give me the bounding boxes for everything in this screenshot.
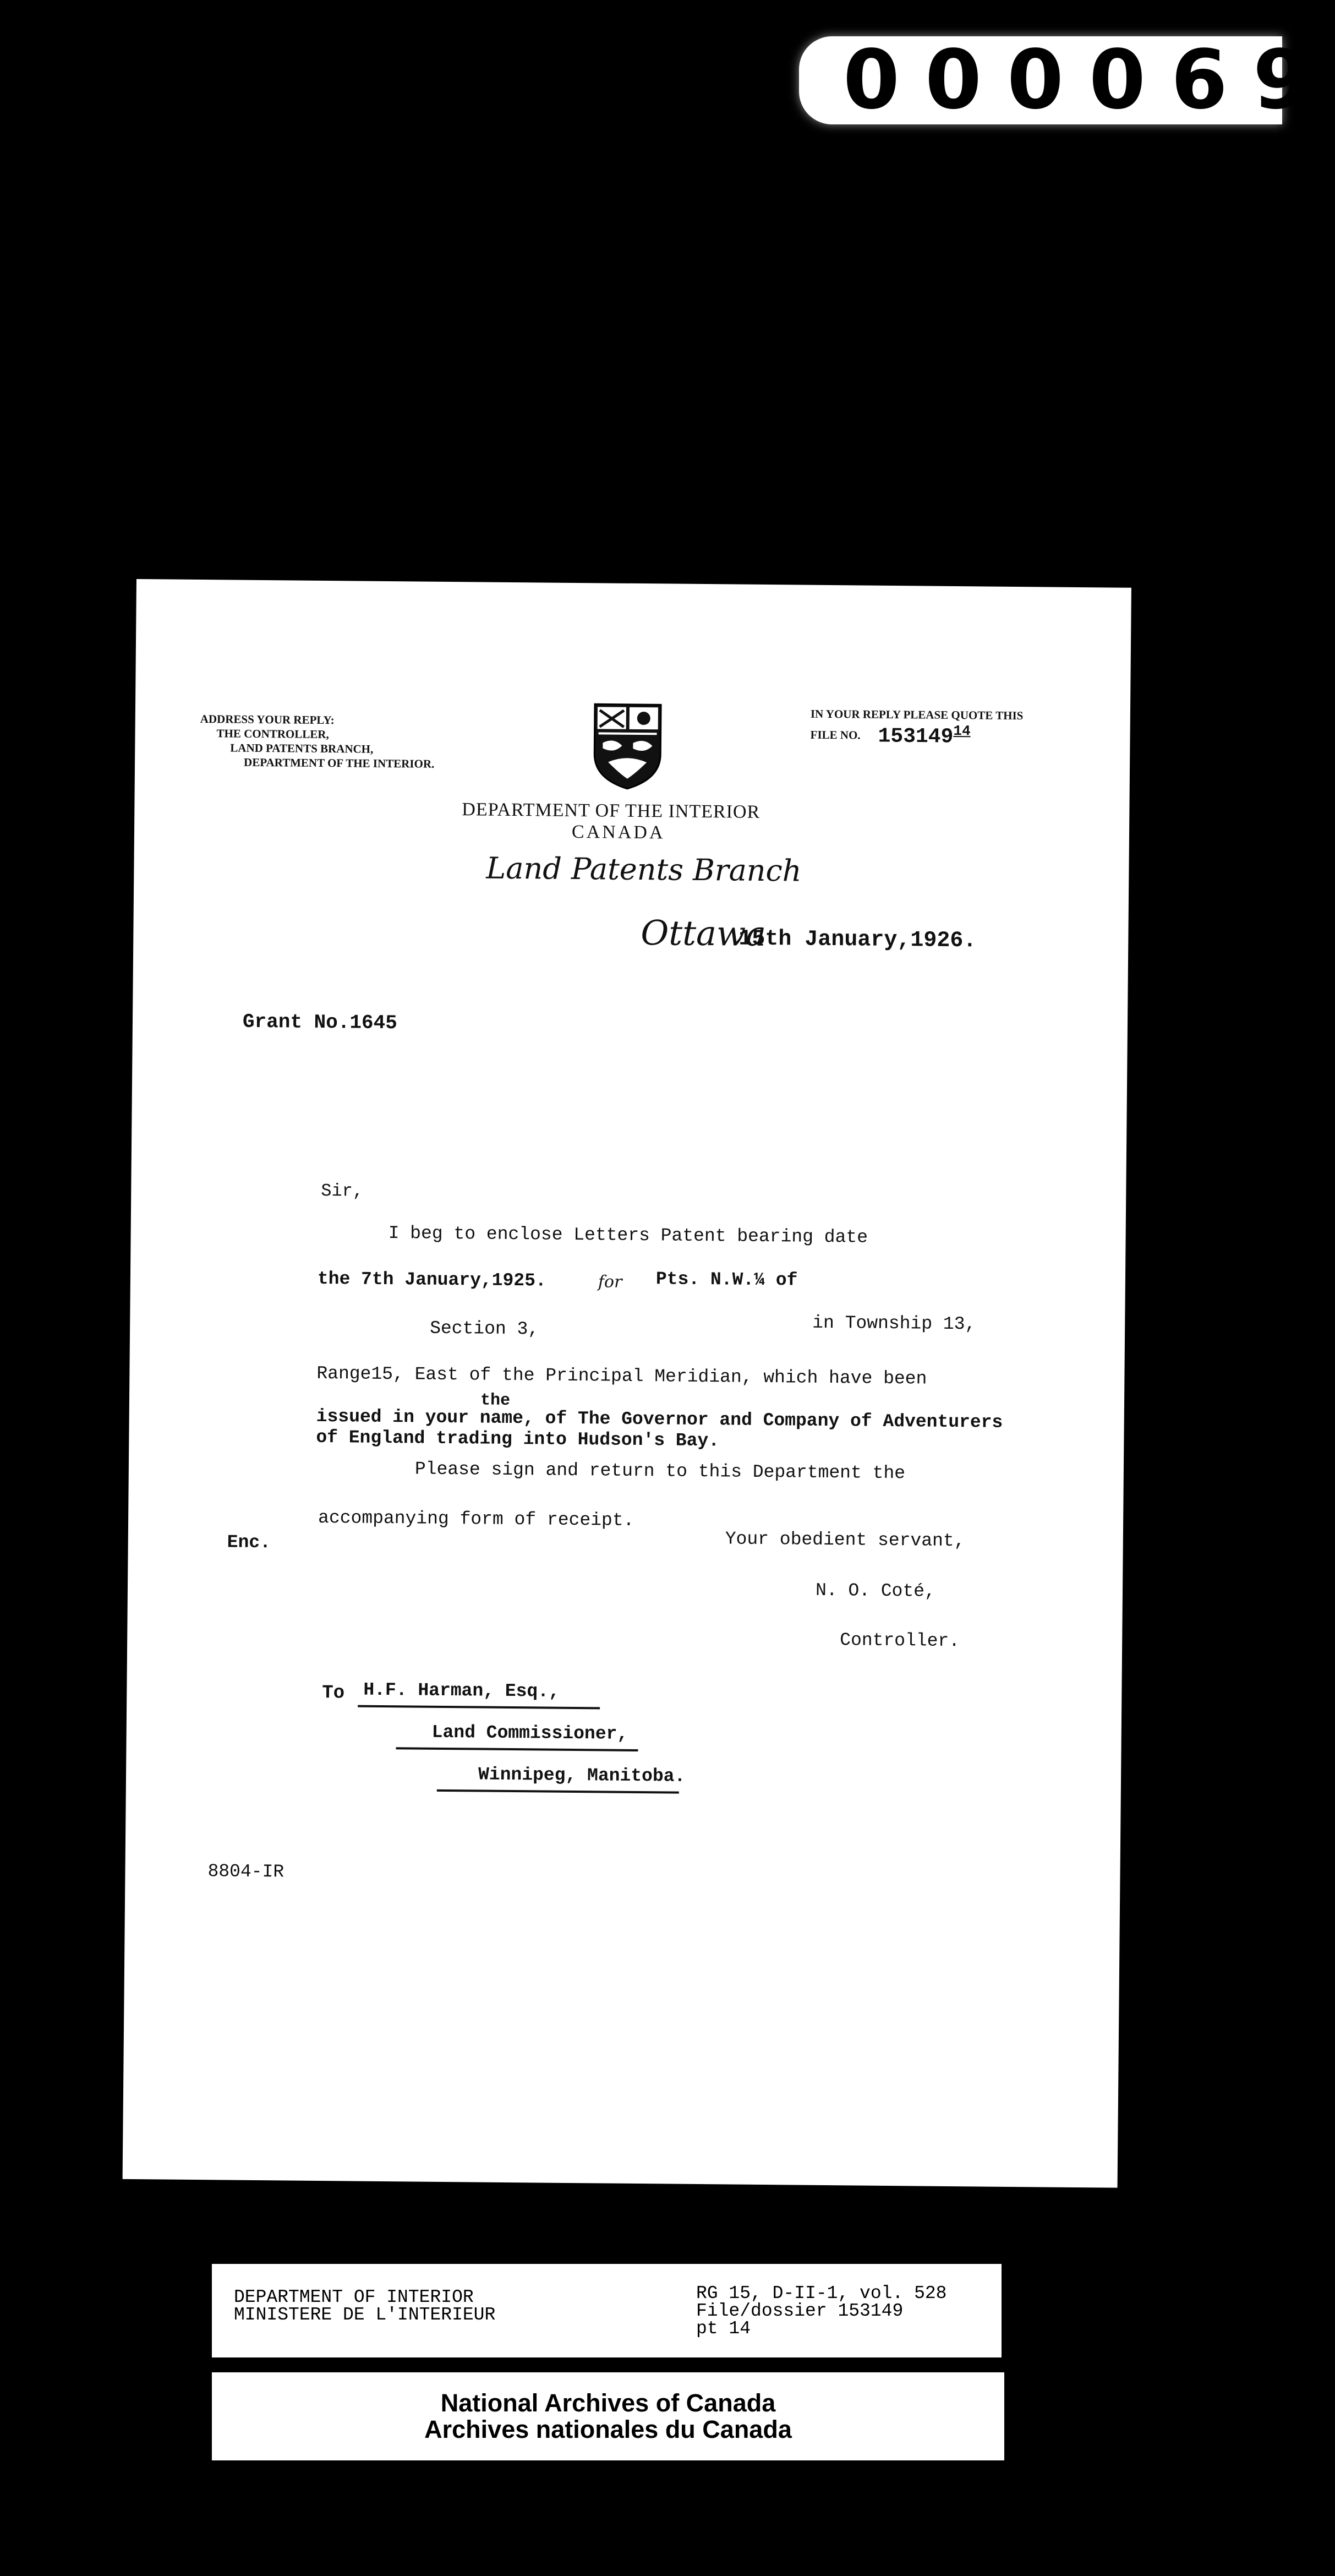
body-line: for xyxy=(598,1272,622,1292)
archives-name-english: National Archives of Canada xyxy=(440,2389,776,2417)
reply-address-block xyxy=(200,712,435,771)
file-part: 14 xyxy=(953,722,971,740)
body-line: I beg to enclose Letters Patent bearing date xyxy=(388,1223,868,1248)
body-line: Pts. N.W.¼ of xyxy=(655,1269,798,1291)
department-line: MINISTERE DE L'INTERIEUR xyxy=(234,2305,496,2325)
signer-name: N. O. Coté, xyxy=(815,1580,936,1602)
address-line: LAND PATENTS BRANCH, xyxy=(230,741,374,756)
body-line: accompanying form of receipt. xyxy=(318,1507,634,1531)
signer-title: Controller. xyxy=(840,1630,960,1652)
form-number: 8804-IR xyxy=(207,1861,284,1882)
body-line: of England trading into Hudson's Bay. xyxy=(316,1427,720,1451)
coat-of-arms-icon xyxy=(592,701,664,790)
archive-stamp xyxy=(799,32,1335,127)
department-name: DEPARTMENT OF THE INTERIOR xyxy=(462,799,760,822)
body-line: in Township 13, xyxy=(812,1312,976,1335)
stamp-number: 000069 xyxy=(843,32,1335,127)
underline xyxy=(396,1747,638,1751)
branch-name: Land Patents Branch xyxy=(486,850,802,888)
body-line: Please sign and return to this Department the xyxy=(414,1459,906,1484)
addressee-line: H.F. Harman, Esq., xyxy=(363,1679,560,1702)
file-number: 153149$^{14}$ xyxy=(878,722,971,749)
underline xyxy=(437,1789,679,1794)
archives-banner xyxy=(212,2372,1004,2460)
archive-reference-label xyxy=(212,2264,1002,2357)
to-label: To xyxy=(322,1683,345,1704)
city-name: Ottawa xyxy=(641,913,767,954)
addressee-line: Land Commissioner, xyxy=(431,1722,628,1744)
reply-quote-instruction: IN YOUR REPLY PLEASE QUOTE THIS xyxy=(810,707,1024,723)
body-line: Range15, East of the Principal Meridian, which have been xyxy=(316,1363,927,1389)
enclosure-note: Enc. xyxy=(227,1532,271,1553)
salutation: Sir, xyxy=(321,1180,364,1202)
archives-name-french: Archives nationales du Canada xyxy=(424,2415,792,2443)
reference-line: File/dossier 153149 xyxy=(696,2301,904,2321)
country-name: CANADA xyxy=(571,821,665,843)
underline xyxy=(358,1705,600,1710)
letter-date: 15th January,1926. xyxy=(738,926,977,954)
body-line: Section 3, xyxy=(429,1318,539,1340)
department-line: DEPARTMENT OF INTERIOR xyxy=(234,2287,474,2307)
grant-number: Grant No.1645 xyxy=(242,1010,398,1035)
letter-page xyxy=(123,579,1131,2188)
file-number-label: FILE NO. xyxy=(810,728,861,742)
address-line: ADDRESS YOUR REPLY: xyxy=(200,712,335,727)
inserted-word: the xyxy=(480,1391,511,1410)
addressee-line: Winnipeg, Manitoba. xyxy=(478,1764,686,1787)
address-line: DEPARTMENT OF THE INTERIOR. xyxy=(243,755,435,771)
address-line: THE CONTROLLER, xyxy=(216,727,329,741)
reference-line: pt 14 xyxy=(696,2318,751,2339)
closing: Your obedient servant, xyxy=(725,1529,965,1552)
body-line: issued in your name, of The Governor and Company of Adventurers xyxy=(316,1406,1003,1433)
body-line: the 7th January,1925. xyxy=(317,1268,546,1291)
reference-line: RG 15, D-II-1, vol. 528 xyxy=(696,2283,947,2304)
